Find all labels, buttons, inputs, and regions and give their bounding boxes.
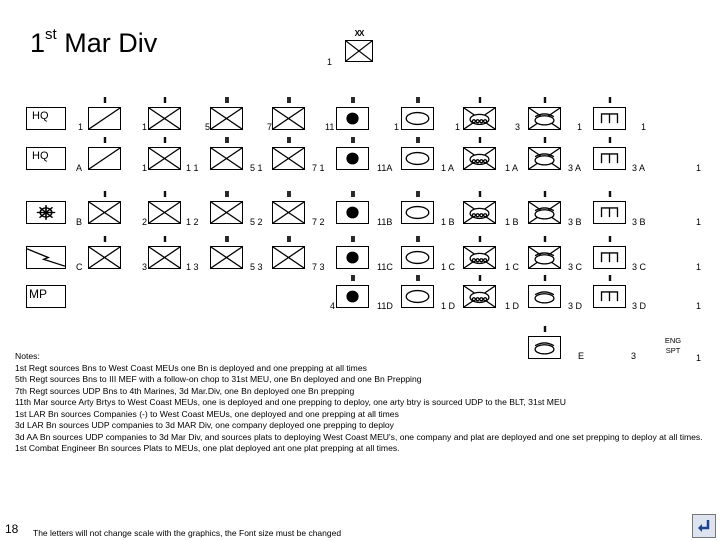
unit-symbol <box>336 235 369 269</box>
artillery-symbol-icon <box>337 202 368 223</box>
echelon-marker: III <box>224 96 229 105</box>
unit-symbol <box>88 136 121 170</box>
row-label: E <box>578 351 585 361</box>
unit-symbol <box>528 136 561 170</box>
armor-symbol-icon <box>402 108 433 129</box>
echelon-marker: II <box>103 96 106 105</box>
row-label: 3 D <box>568 301 583 311</box>
unit-symbol <box>272 190 305 224</box>
unit-symbol <box>148 190 181 224</box>
engineer-symbol-icon <box>594 108 625 129</box>
echelon-marker: III <box>350 274 355 283</box>
echelon-marker: II <box>163 190 166 199</box>
unit-symbol <box>463 190 496 224</box>
unit-header-symbol <box>401 96 434 130</box>
unit-header-symbol <box>210 96 243 130</box>
row-label: 2 <box>142 217 148 227</box>
row-label: 11B <box>377 217 393 227</box>
support-symbol <box>26 201 66 224</box>
armor-symbol-icon <box>402 202 433 223</box>
engineer-symbol-icon <box>594 247 625 268</box>
hqline-symbol-icon <box>89 148 120 169</box>
echelon-marker: II <box>103 235 106 244</box>
artillery-symbol-icon <box>337 108 368 129</box>
echelon-marker: III <box>286 136 291 145</box>
mp-box: MP <box>26 285 66 308</box>
row-label: 5 2 <box>250 217 263 227</box>
echelon-marker: III <box>224 136 229 145</box>
wheel-symbol-icon <box>27 202 65 223</box>
unit-header-label: 1 <box>577 122 583 132</box>
unit-symbol <box>593 274 626 308</box>
unit-symbol <box>463 235 496 269</box>
unit-symbol <box>210 235 243 269</box>
row-label: 3 B <box>632 217 646 227</box>
echelon-marker: II <box>103 136 106 145</box>
note-line: 3d AA Bn sources UDP companies to 3d Mar Div, and sources plats to deploying West Coast MEU's, one company and plat are deployed and one set prepping to deploy at all times. <box>15 431 703 442</box>
row-label: 1 B <box>441 217 455 227</box>
echelon-marker: II <box>543 96 546 105</box>
infantry-symbol-icon <box>211 148 242 169</box>
echelon-marker: II <box>163 136 166 145</box>
unit-symbol <box>336 274 369 308</box>
echelon-marker: II <box>608 274 611 283</box>
notes-heading: Notes: <box>15 351 40 361</box>
artillery-symbol-icon <box>337 286 368 307</box>
unit-symbol <box>210 136 243 170</box>
row-label: 7 2 <box>312 217 325 227</box>
infantry-symbol-icon <box>89 202 120 223</box>
unit-symbol <box>401 235 434 269</box>
engineer-symbol-icon <box>594 286 625 307</box>
signal-symbol <box>26 246 66 269</box>
echelon-marker: III <box>350 136 355 145</box>
unit-header-label: 1 <box>641 122 647 132</box>
echelon-marker: III <box>286 235 291 244</box>
col-label: 1 <box>78 122 84 132</box>
row-label: 1 <box>142 163 148 173</box>
echelon-marker: II <box>163 96 166 105</box>
row-label: 3 <box>142 262 148 272</box>
unit-header-symbol <box>593 96 626 130</box>
unit-symbol <box>463 136 496 170</box>
note-line: 5th Regt sources Bns to III MEF with a follow-on chop to 31st MEU, one Bn deployed and one Bn Prepping <box>15 374 422 384</box>
row-label: 1 1 <box>186 163 199 173</box>
row-label: 7 3 <box>312 262 325 272</box>
lar-symbol-icon <box>464 148 495 169</box>
unit-header-symbol <box>463 96 496 130</box>
row-label: A <box>76 163 83 173</box>
row-label: 1 <box>696 353 702 363</box>
echelon-marker: III <box>286 190 291 199</box>
echelon-marker: XX <box>354 29 364 38</box>
unit-symbol <box>336 190 369 224</box>
row-label: 1 <box>696 262 702 272</box>
lar-symbol-icon <box>464 286 495 307</box>
footer-note: The letters will not change scale with the graphics, the Font size must be changed <box>33 528 342 538</box>
unit-symbol <box>593 235 626 269</box>
echelon-marker: III <box>415 136 420 145</box>
note-line: 1st Combat Engineer Bn sources Plats to MEUs, one plat deployed ant one plat prepping at all times. <box>15 443 400 453</box>
hq-box: HQ <box>26 147 66 170</box>
infantry-symbol-icon <box>211 108 242 129</box>
row-label: 1 <box>696 301 702 311</box>
echelon-marker: II <box>608 136 611 145</box>
echelon-marker: II <box>163 235 166 244</box>
unit-header-label: 11 <box>325 122 335 132</box>
unit-symbol <box>272 136 305 170</box>
row-label: 3 D <box>632 301 647 311</box>
hqline-symbol-icon <box>89 108 120 129</box>
echelon-marker: III <box>350 96 355 105</box>
unit-header-symbol <box>272 96 305 130</box>
echelon-marker: II <box>478 190 481 199</box>
lar-symbol-icon <box>464 247 495 268</box>
unit-header-label: 1 <box>142 122 148 132</box>
unit-symbol <box>593 136 626 170</box>
unit-symbol <box>148 136 181 170</box>
infantry-symbol-icon <box>211 202 242 223</box>
echelon-marker: II <box>543 274 546 283</box>
unit-symbol <box>336 136 369 170</box>
row-label: 3 C <box>568 262 583 272</box>
infantry-symbol-icon <box>149 202 180 223</box>
armor-symbol-icon <box>402 247 433 268</box>
row-label: 7 1 <box>312 163 325 173</box>
row-label: 1 B <box>505 217 519 227</box>
unit-symbol <box>272 235 305 269</box>
row-label: 5 1 <box>250 163 263 173</box>
armor-symbol-icon <box>402 148 433 169</box>
unit-symbol <box>401 274 434 308</box>
aav-symbol-icon <box>529 148 560 169</box>
row-label: 1 D <box>441 301 456 311</box>
row-label: 3 <box>631 351 637 361</box>
unit-header-label: 5 <box>205 122 211 132</box>
unit-symbol <box>88 235 121 269</box>
row-label: 5 3 <box>250 262 263 272</box>
artillery-symbol-icon <box>337 247 368 268</box>
row-label: 1 D <box>505 301 520 311</box>
unit-header-label: 3 <box>515 122 521 132</box>
echelon-marker: II <box>543 325 546 334</box>
armor-symbol-icon <box>402 286 433 307</box>
echelon-marker: II <box>478 274 481 283</box>
unit-symbol <box>593 190 626 224</box>
row-label: 1 2 <box>186 217 199 227</box>
unit-symbol <box>88 190 121 224</box>
echelon-marker: II <box>543 136 546 145</box>
note-line: 1st Regt sources Bns to West Coast MEUs one Bn is deployed and one prepping at all times <box>15 362 367 373</box>
infantry-symbol-icon <box>273 247 304 268</box>
page-title: 1st Mar Div <box>30 26 158 58</box>
echelon-marker: II <box>478 235 481 244</box>
unit-header-label: 1 <box>394 122 400 132</box>
row-label: 3 C <box>632 262 647 272</box>
aav-symbol-icon <box>529 108 560 129</box>
echelon-marker: III <box>415 190 420 199</box>
echelon-marker: III <box>224 235 229 244</box>
infantry-symbol-icon <box>149 108 180 129</box>
row-label: 1 A <box>505 163 519 173</box>
echelon-marker: II <box>608 96 611 105</box>
unit-symbol <box>528 274 561 308</box>
infantry-symbol-icon <box>89 247 120 268</box>
division-symbol <box>345 29 373 62</box>
row-label: 1 <box>696 217 702 227</box>
echelon-marker: II <box>478 136 481 145</box>
division-label: 1 <box>327 57 333 67</box>
echelon-marker: II <box>608 235 611 244</box>
return-button[interactable] <box>692 514 716 538</box>
spt-label: SPT <box>665 346 681 355</box>
infantry-symbol-icon <box>149 247 180 268</box>
engineer-symbol-icon <box>594 148 625 169</box>
hq-box: HQ <box>26 107 66 130</box>
notes-block <box>15 351 715 455</box>
return-arrow-icon <box>696 518 712 534</box>
row-label: 1 C <box>505 262 520 272</box>
lar-symbol-icon <box>464 108 495 129</box>
row-label: 1 C <box>441 262 456 272</box>
infantry-symbol-icon <box>346 41 372 61</box>
echelon-marker: II <box>478 96 481 105</box>
echelon-marker: II <box>103 190 106 199</box>
row-label: 3 B <box>568 217 582 227</box>
unit-symbol <box>401 136 434 170</box>
infantry-symbol-icon <box>211 247 242 268</box>
row-label: 11C <box>377 262 393 272</box>
unit-symbol <box>528 190 561 224</box>
unit-symbol <box>401 190 434 224</box>
unit-header-label: 1 <box>455 122 461 132</box>
row-label: 3 A <box>632 163 646 173</box>
unit-symbol <box>463 274 496 308</box>
echelon-marker: III <box>350 235 355 244</box>
row-label: C <box>76 262 83 272</box>
echelon-marker: II <box>543 235 546 244</box>
note-line: 3d LAR Bn sources UDP companies to 3d MAR Div, one company deployed one prepping to deploy <box>15 420 394 430</box>
unit-header-symbol <box>336 96 369 130</box>
row-label: 1 3 <box>186 262 199 272</box>
infantry-symbol-icon <box>149 148 180 169</box>
signal-symbol-icon <box>27 247 65 268</box>
echelon-marker: III <box>415 235 420 244</box>
echelon-marker: III <box>350 190 355 199</box>
artillery-symbol-icon <box>337 148 368 169</box>
row-label: 1 A <box>441 163 455 173</box>
engineer-symbol-icon <box>594 202 625 223</box>
echelon-marker: III <box>415 274 420 283</box>
note-line: 1st LAR Bn sources Companies (-) to West Coast MEUs, one deployed and one prepping at all times <box>15 408 399 419</box>
aav-symbol-icon <box>529 202 560 223</box>
page-number: 18 <box>5 522 19 536</box>
unit-header-symbol <box>88 96 121 130</box>
lar-symbol-icon <box>464 202 495 223</box>
echelon-marker: II <box>543 190 546 199</box>
row-label: 4 <box>330 301 336 311</box>
eng-label: ENG <box>664 336 682 345</box>
echelon-marker: II <box>608 190 611 199</box>
infantry-symbol-icon <box>273 108 304 129</box>
note-line: 7th Regt sources UDP Bns to 4th Marines, 3d Mar.Div, one Bn deployed one Bn prepping <box>15 385 355 396</box>
unit-header-label: 7 <box>267 122 273 132</box>
unit-symbol <box>210 190 243 224</box>
echelon-marker: III <box>286 96 291 105</box>
aav-symbol-icon <box>529 247 560 268</box>
infantry-symbol-icon <box>273 202 304 223</box>
row-label: 11D <box>377 301 393 311</box>
echelon-marker: III <box>415 96 420 105</box>
unit-header-symbol <box>528 96 561 130</box>
unit-symbol <box>148 235 181 269</box>
row-label: 1 <box>696 163 702 173</box>
note-line: 11th Mar source Arty Brtys to West Coast MEUs, one is deployed and one prepping to deploy, one arty btry is sourced UDP to the BLT, 31st MEU <box>15 397 566 407</box>
echelon-marker: III <box>224 190 229 199</box>
infantry-symbol-icon <box>273 148 304 169</box>
unit-symbol <box>528 235 561 269</box>
row-label: 3 A <box>568 163 582 173</box>
aavplain-symbol-icon <box>529 286 560 307</box>
row-label: 11A <box>377 163 393 173</box>
unit-header-symbol <box>148 96 181 130</box>
row-label: B <box>76 217 83 227</box>
